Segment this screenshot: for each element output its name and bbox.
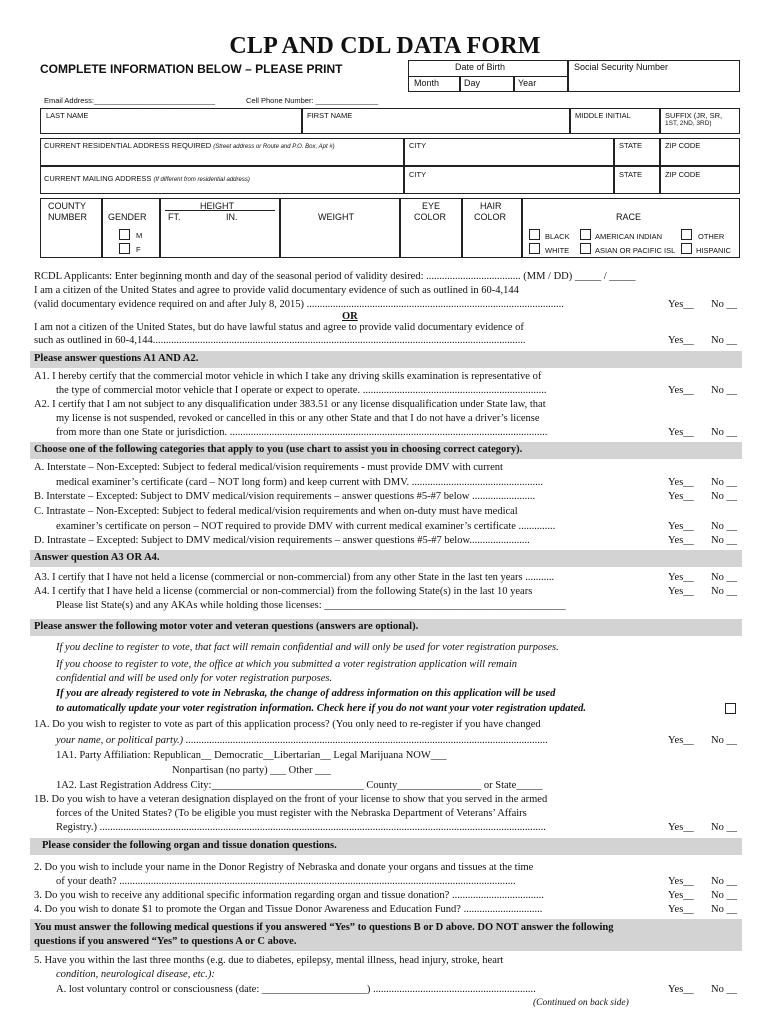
organ-q2-no[interactable]: No __ bbox=[711, 876, 737, 887]
gender-f-label: F bbox=[136, 245, 141, 254]
race-label: RACE bbox=[616, 212, 642, 222]
a2-line-1: A2. I certify that I am not subject to any disqualification under 383.51 or any license disqualification under State law, that bbox=[34, 399, 546, 410]
race-hispanic-checkbox[interactable] bbox=[681, 243, 692, 254]
q1a-line-2: your name, or political party.) .......................................................................................................................................... bbox=[56, 735, 549, 746]
hair-label-2: COLOR bbox=[474, 212, 507, 222]
q1a-line-1: 1A. Do you wish to register to vote as part of this application process? (You only need to re-register if you have changed bbox=[34, 719, 541, 730]
q1a-yes[interactable]: Yes__ bbox=[668, 735, 694, 746]
cat-a-no[interactable]: No __ bbox=[711, 477, 737, 488]
mail-address-label-text: CURRENT MAILING ADDRESS bbox=[44, 174, 152, 183]
q1b-no[interactable]: No __ bbox=[711, 822, 737, 833]
med-q5a-line[interactable]: A. lost voluntary control or consciousness (date: ____________________) .............................................................. bbox=[56, 984, 536, 995]
eye-label: EYE bbox=[422, 201, 441, 211]
dob-label: Date of Birth bbox=[455, 62, 506, 72]
voter-no-update-checkbox[interactable] bbox=[725, 703, 736, 714]
cat-b-yes[interactable]: Yes__ bbox=[668, 491, 694, 502]
noncitizen-yes[interactable]: Yes__ bbox=[668, 335, 694, 346]
race-asian-checkbox[interactable] bbox=[580, 243, 591, 254]
mail-city-field[interactable] bbox=[404, 166, 614, 194]
organ-q4-line: 4. Do you wish to donate $1 to promote the Organ and Tissue Donor Awareness and Education Fund? .............................. bbox=[34, 904, 543, 915]
noncitizen-line-1: I am not a citizen of the United States, but do have lawful status and agree to provide valid documentary evidence of bbox=[34, 322, 524, 333]
height-ft-label: FT. bbox=[168, 212, 181, 222]
cat-a-line-2: medical examiner’s certificate (card – NOT long form) and keep current with DMV. .................................................. bbox=[56, 477, 543, 488]
q1b-line-1: 1B. Do you wish to have a veteran designation displayed on the front of your license to show that you served in the armed bbox=[34, 794, 548, 805]
voter-note-1: If you decline to register to vote, that fact will remain confidential and will only be used for voter registration purposes. bbox=[56, 642, 559, 653]
organ-q2-yes[interactable]: Yes__ bbox=[668, 876, 694, 887]
a4-yes[interactable]: Yes__ bbox=[668, 586, 694, 597]
a1-yes[interactable]: Yes__ bbox=[668, 385, 694, 396]
height-label: HEIGHT bbox=[200, 201, 235, 211]
a2-yes[interactable]: Yes__ bbox=[668, 427, 694, 438]
gender-m-label: M bbox=[136, 231, 143, 240]
middle-initial-label: MIDDLE INITIAL bbox=[575, 111, 631, 120]
section-band-a: Please answer questions A1 AND A2. bbox=[30, 351, 742, 368]
res-address-label bbox=[44, 141, 335, 150]
race-white-checkbox[interactable] bbox=[529, 243, 540, 254]
res-address-label-text: CURRENT RESIDENTIAL ADDRESS REQUIRED bbox=[44, 141, 212, 150]
organ-q2-line-2: of your death? ....................................................................................................................................................... bbox=[56, 876, 516, 887]
section-band-choose: Choose one of the following categories that apply to you (use chart to assist you in choosing correct category). bbox=[30, 442, 742, 459]
cat-a-yes[interactable]: Yes__ bbox=[668, 477, 694, 488]
a1-line-1: A1. I hereby certify that the commercial motor vehicle in which I take any driving skills examination is representative of bbox=[34, 371, 542, 382]
q1b-line-3: Registry.) .......................................................................................................................................................................... bbox=[56, 822, 546, 833]
height-divider bbox=[165, 210, 275, 211]
med-q5a-yes[interactable]: Yes__ bbox=[668, 984, 694, 995]
citizen-line-1: I am a citizen of the United States and agree to provide valid documentary evidence of such as outlined in 60-4,144 bbox=[34, 285, 519, 296]
med-q5a-no[interactable]: No __ bbox=[711, 984, 737, 995]
dob-year-label: Year bbox=[518, 78, 537, 88]
weight-field[interactable] bbox=[280, 198, 400, 258]
voter-note-5: to automatically update your voter registration information. Check here if you do not want your voter registration updated. bbox=[56, 703, 586, 714]
citizen-yes[interactable]: Yes__ bbox=[668, 299, 694, 310]
race-black-label: BLACK bbox=[545, 232, 570, 241]
email-field[interactable]: Email Address:_____________________________ bbox=[44, 96, 215, 105]
race-other-checkbox[interactable] bbox=[681, 229, 692, 240]
gender-label: GENDER bbox=[108, 212, 147, 222]
a1-line-2: the type of commercial motor vehicle that I operate or expect to operate. ...................................................................... bbox=[56, 385, 547, 396]
mail-city-label: CITY bbox=[409, 170, 427, 179]
last-name-label: LAST NAME bbox=[46, 111, 89, 120]
cat-c-no[interactable]: No __ bbox=[711, 521, 737, 532]
height-in-label: IN. bbox=[226, 212, 238, 222]
first-name-label: FIRST NAME bbox=[307, 111, 353, 120]
a3-yes[interactable]: Yes__ bbox=[668, 572, 694, 583]
a2-line-3: from more than one State or jurisdiction. ......................................................................................................................... bbox=[56, 427, 548, 438]
organ-q4-no[interactable]: No __ bbox=[711, 904, 737, 915]
dob-day-label: Day bbox=[464, 78, 481, 88]
suffix-label-2: 1ST, 2ND, 3RD) bbox=[665, 120, 712, 127]
res-state-label: STATE bbox=[619, 141, 643, 150]
noncitizen-no[interactable]: No __ bbox=[711, 335, 737, 346]
q1b-line-2: forces of the United States? (To be eligible you must register with the Nebraska Department of Veterans’ Affairs bbox=[56, 808, 527, 819]
medical-band-line-1: You must answer the following medical questions if you answered “Yes” to questions B or D above. DO NOT answer the following bbox=[34, 922, 614, 933]
citizen-line-2: (valid documentary evidence required on and after July 8, 2015) .................................................................................................. bbox=[34, 299, 564, 310]
race-other-label: OTHER bbox=[698, 232, 725, 241]
cell-phone-field[interactable]: Cell Phone Number: _______________ bbox=[246, 96, 379, 105]
race-american-indian-checkbox[interactable] bbox=[580, 229, 591, 240]
cat-c-yes[interactable]: Yes__ bbox=[668, 521, 694, 532]
or-label: OR bbox=[342, 311, 358, 322]
organ-q4-yes[interactable]: Yes__ bbox=[668, 904, 694, 915]
med-q5-line-1: 5. Have you within the last three months (e.g. due to diabetes, epilepsy, mental illness, head injury, stroke, heart bbox=[34, 955, 504, 966]
mail-address-note: (If different from residential address) bbox=[153, 177, 250, 183]
eye-label-2: COLOR bbox=[414, 212, 447, 222]
a1-no[interactable]: No __ bbox=[711, 385, 737, 396]
q1a2-line[interactable]: 1A2. Last Registration Address City:_____________________________ County________________ or State_____ bbox=[56, 780, 543, 791]
gender-m-checkbox[interactable] bbox=[119, 229, 130, 240]
medical-band-line-2: questions if you answered “Yes” to questions A or C above. bbox=[34, 936, 297, 947]
continued-note: (Continued on back side) bbox=[533, 998, 629, 1008]
voter-note-4: If you are already registered to vote in Nebraska, the change of address information on this application will be used bbox=[56, 688, 556, 699]
noncitizen-line-2: such as outlined in 60-4,144.............................................................................................................................................. bbox=[34, 335, 526, 346]
organ-q3-yes[interactable]: Yes__ bbox=[668, 890, 694, 901]
a2-line-2: my license is not suspended, revoked or cancelled in this or any other State and that I do not have a driver’s license bbox=[56, 413, 540, 424]
a4-line-1: A4. I certify that I have held a license (commercial or non-commercial) from the following State(s) in the last 10 years bbox=[34, 586, 533, 597]
mail-zip-label: ZIP CODE bbox=[665, 170, 701, 179]
form-title: CLP AND CDL DATA FORM bbox=[229, 33, 541, 59]
organ-q3-line: 3. Do you wish to receive any additional specific information regarding organ and tissue donation? ................................... bbox=[34, 890, 544, 901]
cat-d-yes[interactable]: Yes__ bbox=[668, 535, 694, 546]
gender-field bbox=[102, 198, 160, 258]
med-q5-line-2: condition, neurological disease, etc.): bbox=[56, 969, 215, 980]
q1b-yes[interactable]: Yes__ bbox=[668, 822, 694, 833]
ssn-label: Social Security Number bbox=[574, 62, 669, 72]
q1a-no[interactable]: No __ bbox=[711, 735, 737, 746]
gender-f-checkbox[interactable] bbox=[119, 243, 130, 254]
cat-a-line-1: A. Interstate – Non-Excepted: Subject to federal medical/vision requirements - must provide DMV with current bbox=[34, 462, 503, 473]
a3-line: A3. I certify that I have not held a license (commercial or non-commercial) from any other State in the last ten years ........... bbox=[34, 572, 555, 583]
race-black-checkbox[interactable] bbox=[529, 229, 540, 240]
cat-d-no[interactable]: No __ bbox=[711, 535, 737, 546]
section-band-voter: Please answer the following motor voter and veteran questions (answers are optional). bbox=[30, 619, 742, 636]
organ-q3-no[interactable]: No __ bbox=[711, 890, 737, 901]
section-band-medical bbox=[30, 919, 742, 951]
race-american-indian-label: AMERICAN INDIAN bbox=[595, 232, 663, 241]
race-asian-label: ASIAN OR PACIFIC ISL bbox=[595, 246, 676, 255]
organ-q2-line-1: 2. Do you wish to include your name in the Donor Registry of Nebraska and donate your organs and tissues at the time bbox=[34, 862, 534, 873]
q1a1-line-1[interactable]: 1A1. Party Affiliation: Republican__ Democratic__Libertarian__ Legal Marijuana NOW___ bbox=[56, 750, 447, 761]
voter-note-3: confidential and will be used only for voter registration purposes. bbox=[56, 673, 333, 684]
race-white-label: WHITE bbox=[545, 246, 570, 255]
voter-note-2: If you choose to register to vote, the office at which you submitted a voter registration application will remain bbox=[56, 659, 518, 670]
form-subtitle: COMPLETE INFORMATION BELOW – PLEASE PRINT bbox=[40, 62, 343, 76]
res-city-field[interactable] bbox=[404, 138, 614, 166]
county-label: COUNTY bbox=[48, 201, 86, 211]
a2-no[interactable]: No __ bbox=[711, 427, 737, 438]
number-label: NUMBER bbox=[48, 212, 88, 222]
mail-state-label: STATE bbox=[619, 170, 643, 179]
a4-no[interactable]: No __ bbox=[711, 586, 737, 597]
res-zip-label: ZIP CODE bbox=[665, 141, 701, 150]
a3-no[interactable]: No __ bbox=[711, 572, 737, 583]
mail-address-label bbox=[44, 174, 250, 183]
q1a1-line-2[interactable]: Nonpartisan (no party) ___ Other ___ bbox=[172, 765, 331, 776]
weight-label: WEIGHT bbox=[318, 212, 354, 222]
cat-b-line: B. Interstate – Excepted: Subject to DMV medical/vision requirements – answer questions #5-#7 below ........................ bbox=[34, 491, 536, 502]
cat-c-line-2: examiner’s certificate on person – NOT required to provide DMV with current medical examiner’s certificate .............. bbox=[56, 521, 556, 532]
res-address-note: (Street address or Route and P.O. Box, Apt #) bbox=[213, 144, 335, 150]
dob-month-label: Month bbox=[414, 78, 440, 88]
a4-states-field[interactable]: Please list State(s) and any AKAs while holding those licenses: ______________________________________________ bbox=[56, 600, 566, 611]
rcdl-line[interactable]: RCDL Applicants: Enter beginning month and day of the seasonal period of validity desired: .................................... (MM / DD) _____ / _____ bbox=[34, 271, 636, 282]
citizen-no[interactable]: No __ bbox=[711, 299, 737, 310]
section-band-a3: Answer question A3 OR A4. bbox=[30, 550, 742, 567]
cat-c-line-1: C. Intrastate – Non-Excepted: Subject to federal medical/vision requirements and when on-duty must have medical bbox=[34, 506, 518, 517]
race-hispanic-label: HISPANIC bbox=[696, 246, 731, 255]
section-band-organ: Please consider the following organ and tissue donation questions. bbox=[30, 838, 742, 855]
suffix-label: SUFFIX (JR, SR, bbox=[665, 111, 723, 120]
cat-d-line: D. Intrastate – Excepted: Subject to DMV medical/vision requirements – answer questions #5-#7 below....................... bbox=[34, 535, 530, 546]
hair-label: HAIR bbox=[480, 201, 502, 211]
cat-b-no[interactable]: No __ bbox=[711, 491, 737, 502]
res-city-label: CITY bbox=[409, 141, 427, 150]
